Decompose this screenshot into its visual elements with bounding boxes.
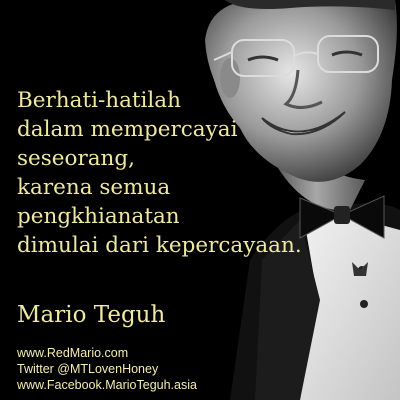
contact-links	[17, 345, 197, 393]
website-link[interactable]: www.RedMario.com	[17, 346, 129, 360]
quote-line: pengkhianatan	[17, 204, 180, 229]
twitter-link[interactable]: Twitter @MTLovenHoney	[17, 362, 159, 376]
quote-line: seseorang,	[17, 146, 135, 171]
quote-line: dimulai dari kepercayaan.	[17, 233, 302, 258]
author-name: Mario Teguh	[17, 302, 166, 328]
quote-line: karena semua	[17, 175, 171, 200]
shirt-stud	[360, 300, 368, 308]
facebook-link[interactable]: www.Facebook.MarioTeguh.asia	[17, 378, 197, 392]
quote-line: Berhati-hatilah	[17, 88, 181, 113]
quote-line: dalam mempercayai	[17, 117, 238, 142]
quote-text	[17, 86, 317, 260]
